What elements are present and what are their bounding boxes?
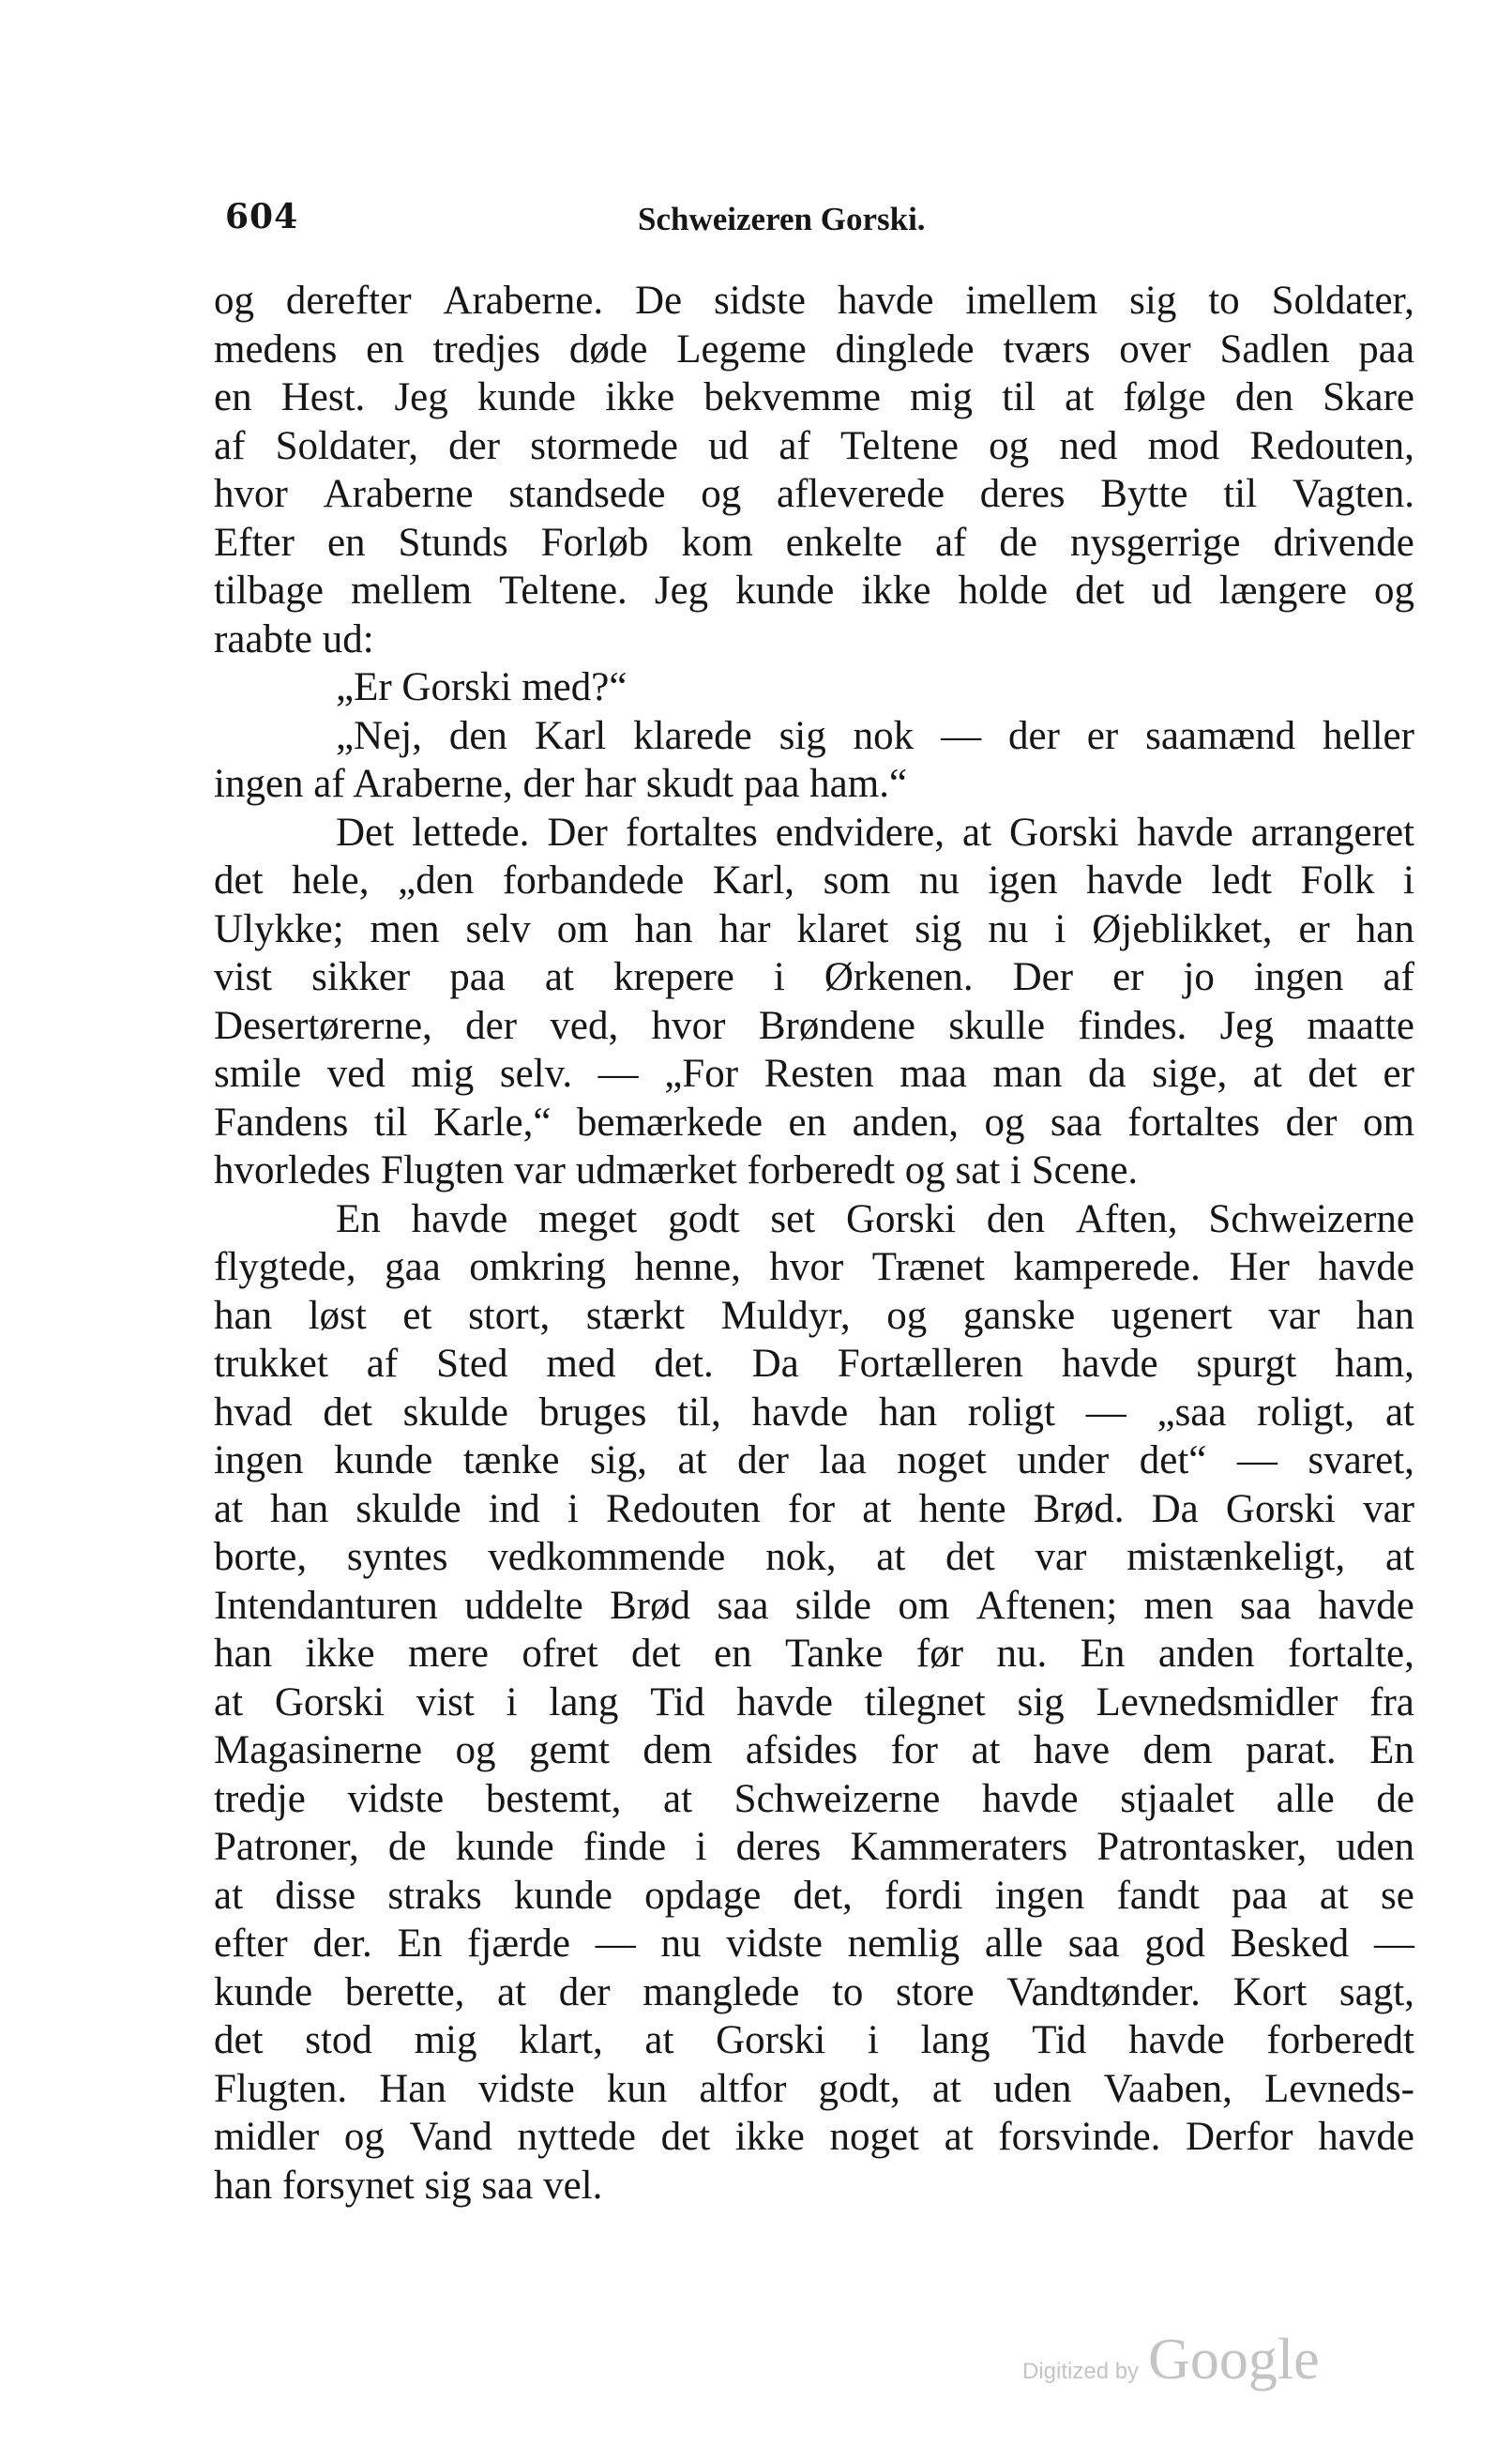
digitized-label: Digitized by: [1022, 2359, 1140, 2384]
text-line: raabte ud:: [214, 616, 374, 661]
page-number: 604: [225, 197, 299, 236]
text-line: En havde meget godt set Gorski den Aften, Schweizerne: [336, 1196, 1414, 1241]
page-header: [225, 197, 1416, 253]
text-line: trukket af Sted med det. Da Fortælleren havde spurgt ham,: [214, 1342, 1414, 1386]
text-line: Efter en Stunds Forløb kom enkelte af de nysgerrige drivende: [214, 520, 1414, 565]
text-line: tilbage mellem Teltene. Jeg kunde ikke holde det ud længere og: [214, 569, 1414, 613]
text-line: Intendanturen uddelte Brød saa silde om Aftenen; men saa havde: [214, 1583, 1414, 1628]
text-line: medens en tredjes døde Legeme dinglede tværs over Sadlen paa: [214, 327, 1414, 372]
text-line: hvad det skulde bruges til, havde han roligt — „saa roligt, at: [214, 1390, 1414, 1435]
text-line: midler og Vand nyttede det ikke noget at forsvinde. Derfor havde: [214, 2115, 1414, 2159]
text-line: vist sikker paa at krepere i Ørkenen. Der er jo ingen af: [214, 955, 1414, 999]
text-line: han løst et stort, stærkt Muldyr, og ganske ugenert var han: [214, 1293, 1414, 1338]
text-line: efter der. En fjærde — nu vidste nemlig alle saa god Besked —: [214, 1922, 1414, 1966]
text-line: tredje vidste bestemt, at Schweizerne havde stjaalet alle de: [214, 1776, 1414, 1821]
text-line: Fandens til Karle,“ bemærkede en anden, og saa fortaltes der om: [214, 1100, 1414, 1145]
text-line: Flugten. Han vidste kun altfor godt, at uden Vaaben, Levneds-: [214, 2066, 1414, 2111]
body-text: [214, 277, 1414, 2210]
text-line: „Nej, den Karl klarede sig nok — der er saamænd heller: [336, 713, 1414, 758]
text-line: Ulykke; men selv om han har klaret sig nu i Øjeblikket, er han: [214, 906, 1414, 951]
text-line: han forsynet sig saa vel.: [214, 2163, 603, 2208]
text-line: smile ved mig selv. — „For Resten maa man da sige, at det er: [214, 1052, 1414, 1096]
text-line: af Soldater, der stormede ud af Teltene og ned mod Redouten,: [214, 423, 1414, 468]
text-line: kunde berette, at der manglede to store Vandtønder. Kort sagt,: [214, 1969, 1414, 2014]
text-line: han ikke mere ofret det en Tanke før nu. En anden fortalte,: [214, 1632, 1414, 1676]
running-title: Schweizeren Gorski.: [638, 201, 926, 237]
text-line: Patroner, de kunde finde i deres Kammeraters Patrontasker, uden: [214, 1825, 1414, 1869]
text-line: det stod mig klart, at Gorski i lang Tid havde forberedt: [214, 2018, 1414, 2062]
text-line: hvorledes Flugten var udmærket forberedt og sat i Scene.: [214, 1148, 1139, 1193]
digitized-by-watermark: [1022, 2327, 1320, 2393]
text-line: det hele, „den forbandede Karl, som nu igen havde ledt Folk i: [214, 858, 1414, 903]
text-line: ingen af Araberne, der har skudt paa ham.“: [214, 762, 908, 806]
text-line: „Er Gorski med?“: [336, 665, 627, 709]
text-line: Magasinerne og gemt dem afsides for at have dem parat. En: [214, 1728, 1414, 1772]
text-line: ingen kunde tænke sig, at der laa noget under det“ — svaret,: [214, 1438, 1414, 1482]
text-line: en Hest. Jeg kunde ikke bekvemme mig til at følge den Skare: [214, 375, 1414, 419]
text-line: at han skulde ind i Redouten for at hente Brød. Da Gorski var: [214, 1486, 1414, 1531]
text-line: Desertørerne, der ved, hvor Brøndene skulle findes. Jeg maatte: [214, 1003, 1414, 1048]
text-line: at disse straks kunde opdage det, fordi ingen fandt paa at se: [214, 1873, 1414, 1918]
text-line: borte, syntes vedkommende nok, at det var mistænkeligt, at: [214, 1535, 1414, 1579]
text-line: Det lettede. Der fortaltes endvidere, at Gorski havde arrangeret: [336, 810, 1414, 855]
text-line: at Gorski vist i lang Tid havde tilegnet sig Levnedsmidler fra: [214, 1679, 1414, 1724]
text-line: hvor Araberne standsede og afleverede deres Bytte til Vagten.: [214, 472, 1414, 516]
google-logo-text: Google: [1148, 2328, 1320, 2392]
text-line: flygtede, gaa omkring henne, hvor Trænet kamperede. Her havde: [214, 1245, 1414, 1289]
text-line: og derefter Araberne. De sidste havde imellem sig to Soldater,: [214, 279, 1414, 323]
